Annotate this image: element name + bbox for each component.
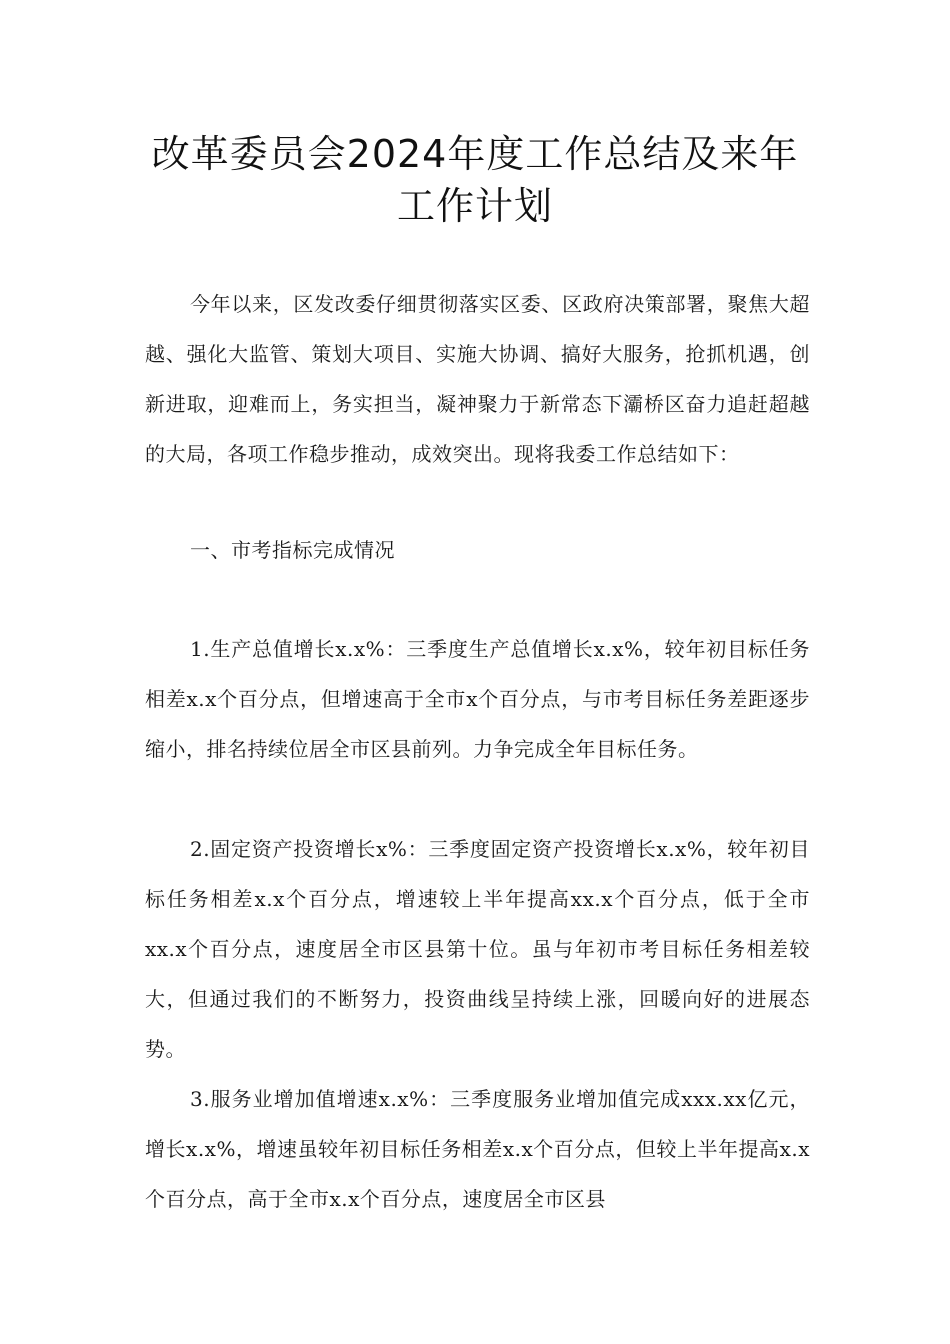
document-title-line2: 工作计划 [396,184,553,228]
section-heading-1: 一、市考指标完成情况 [190,538,395,562]
item-paragraph-1: 1.生产总值增长x.x%：三季度生产总值增长x.x%，较年初目标任务相差x.x个百分点，但增速高于全市x个百分点，与市考目标任务差距逐步缩小，排名持续位居全市区县前列。力争完成全年目标任务。 [145,637,810,761]
document-title-line1: 改革委员会2024年度工作总结及来年 [151,132,799,176]
item-paragraph-2: 2.固定资产投资增长x%：三季度固定资产投资增长x.x%，较年初目标任务相差x.x个百分点，增速较上半年提高xx.x个百分点，低于全市xx.x个百分点，速度居全市区县第十位。虽与年初市考目标任务相差较大，但通过我们的不断努力，投资曲线呈持续上涨，回暖向好的进展态势。 [145,837,810,1061]
intro-paragraph: 今年以来，区发改委仔细贯彻落实区委、区政府决策部署，聚焦大超越、强化大监管、策划大项目、实施大协调、搞好大服务，抢抓机遇，创新进取，迎难而上，务实担当，凝神聚力于新常态下灞桥区奋力追赶超越的大局，各项工作稳步推动，成效突出。现将我委工作总结如下： [145,292,810,466]
item-paragraph-3: 3.服务业增加值增速x.x%：三季度服务业增加值完成xxx.xx亿元，增长x.x%，增速虽较年初目标任务相差x.x个百分点，但较上半年提高x.x个百分点，高于全市x.x个百分点，速度居全市区县 [145,1087,810,1211]
